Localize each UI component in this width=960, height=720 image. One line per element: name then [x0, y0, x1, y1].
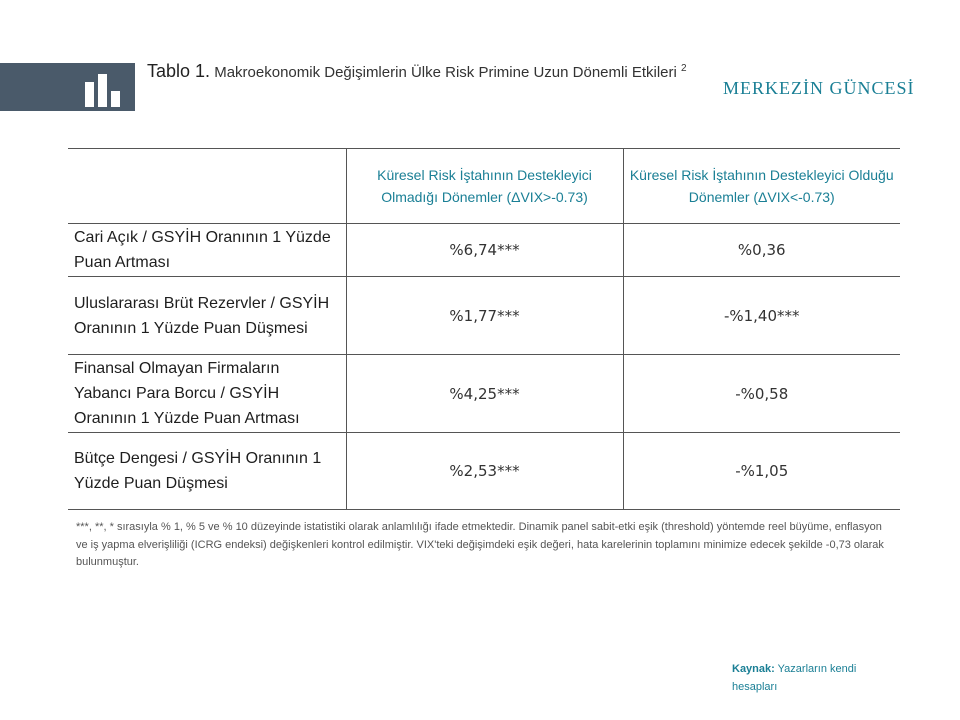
footnote: ***, **, * sırasıyla % 1, % 5 ve % 10 düzeyinde istatistiki olarak anlamlılığı ifade etmektedir. Dinamik panel sabit-etki eşik (threshold) yöntemde reel büyüme, enflasyon ve iş yapma elverişliliği (ICRG endeksi) değişkenleri kontrol edilmiştir. VIX'teki değişimdeki eşik değeri, hata karelerinin toplamını minimize edecek şekilde -0,73 olarak bulunmuştur.: [76, 521, 884, 568]
source-text: Yazarların kendi hesapları: [732, 663, 857, 693]
value-cell: %0,36: [623, 224, 900, 277]
header-empty-cell: [68, 149, 346, 224]
table-number: Tablo 1.: [147, 61, 211, 81]
table-row: [68, 433, 900, 510]
value-cell: %1,77***: [346, 277, 623, 355]
table-row: [68, 277, 900, 355]
results-table: [68, 148, 900, 510]
row-label: Finansal Olmayan Firmaların Yabancı Para Borcu / GSYİH Oranının 1 Yüzde Puan Artması: [68, 355, 346, 433]
table-header-row: [68, 149, 900, 224]
logo-bar: [0, 63, 135, 111]
header-supportive-periods: Küresel Risk İştahının Destekleyici Olduğu Dönemler (ΔVIX<-0.73): [623, 149, 900, 224]
footnote-ref: 2: [681, 63, 687, 74]
title-text: Makroekonomik Değişimlerin Ülke Risk Primine Uzun Dönemli Etkileri: [214, 64, 677, 81]
value-cell: %2,53***: [346, 433, 623, 510]
value-cell: -%1,40***: [623, 277, 900, 355]
brand-name: MERKEZİN GÜNCESİ: [723, 78, 915, 98]
table-row: [68, 224, 900, 277]
row-label: Uluslararası Brüt Rezervler / GSYİH Oranının 1 Yüzde Puan Düşmesi: [68, 277, 346, 355]
value-cell: -%1,05: [623, 433, 900, 510]
slide-title: [147, 56, 707, 85]
row-label: Bütçe Dengesi / GSYİH Oranının 1 Yüzde Puan Düşmesi: [68, 433, 346, 510]
table-row: [68, 355, 900, 433]
source-label: Kaynak:: [732, 663, 775, 675]
bar-chart-icon: [84, 72, 124, 108]
value-cell: -%0,58: [623, 355, 900, 433]
header-unsupportive-periods: Küresel Risk İştahının Destekleyici Olmadığı Dönemler (ΔVIX>-0.73): [346, 149, 623, 224]
row-label: Cari Açık / GSYİH Oranının 1 Yüzde Puan Artması: [68, 224, 346, 277]
value-cell: %6,74***: [346, 224, 623, 277]
value-cell: %4,25***: [346, 355, 623, 433]
source-note: [732, 661, 902, 696]
